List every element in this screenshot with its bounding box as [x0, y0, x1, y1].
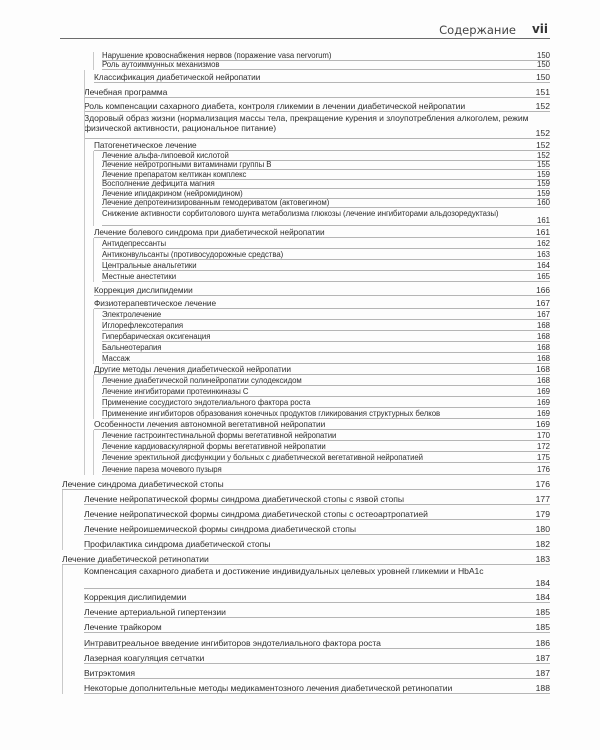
toc-entry-title: Массаж: [102, 354, 130, 363]
toc-entry[interactable]: [0, 309, 600, 320]
toc-entry-title: Антиконвульсанты (противосудорожные средства): [102, 250, 284, 259]
toc-entry-title: Роль аутоиммунных механизмов: [102, 60, 220, 69]
toc-page-number: 180: [535, 524, 550, 534]
toc-entry-title: Лечение диабетической полинейропатии сулодексидом: [102, 376, 302, 385]
toc-entry[interactable]: [0, 490, 600, 505]
toc-page-number: 151: [535, 87, 550, 97]
toc-entry[interactable]: [0, 475, 600, 490]
toc-entry-title: Нарушение кровоснабжения нервов (поражение vasa nervorum): [102, 51, 332, 60]
toc-page-number: 161: [536, 216, 550, 225]
toc-entry[interactable]: [0, 70, 600, 83]
toc-entry-title: Здоровый образ жизни (нормализация массы тела, прекращение курения и злоупотребления алкоголем, режим физической активности, рациональное питание): [84, 113, 529, 133]
toc-page-number: 152: [536, 140, 550, 150]
toc-entry[interactable]: [0, 375, 600, 386]
toc-guide-line: [93, 309, 94, 364]
toc-entry[interactable]: [0, 452, 600, 463]
toc-page-number: 185: [535, 607, 550, 617]
toc-entry[interactable]: [0, 83, 600, 98]
toc-entry-title: Коррекция дислипидемии: [84, 592, 187, 602]
toc-entry[interactable]: [0, 618, 600, 633]
toc-guide-line: [93, 375, 94, 419]
toc-entry[interactable]: [0, 296, 600, 309]
toc-guide-line: [93, 151, 94, 226]
toc-page-number: 152: [535, 101, 550, 111]
toc-page-number: 184: [535, 592, 550, 602]
toc-page-number: 169: [536, 398, 550, 407]
toc-entry[interactable]: [0, 282, 600, 296]
toc-page-number: 161: [536, 227, 550, 237]
toc-entry[interactable]: [0, 112, 600, 139]
toc-page-number: 175: [536, 453, 550, 462]
toc-entry[interactable]: [0, 260, 600, 271]
toc-page-number: 183: [535, 554, 550, 564]
toc-page-number: 187: [535, 668, 550, 678]
toc-entry[interactable]: [0, 61, 600, 70]
toc-page-number: 165: [536, 272, 550, 281]
toc-page-number: 168: [536, 343, 550, 352]
toc-page-number: 170: [536, 431, 550, 440]
toc-page-number: 163: [536, 250, 550, 259]
toc-entry-title: Интравитреальное введение ингибиторов эндотелиального фактора роста: [84, 638, 381, 648]
toc-entry-title: Бальнеотерапия: [102, 343, 162, 352]
toc-entry-title: Восполнение дефицита магния: [102, 179, 215, 188]
toc-entry[interactable]: [0, 199, 600, 209]
toc-entry-title: Местные анестетики: [102, 272, 177, 281]
toc-entry[interactable]: [0, 535, 600, 550]
toc-guide-line: [93, 238, 94, 282]
toc-entry[interactable]: [0, 589, 600, 603]
toc-guide-line: [84, 70, 85, 475]
toc-entry[interactable]: [0, 320, 600, 331]
toc-page-number: 150: [536, 60, 550, 69]
toc-entry-title: Лечение препаратом келтикан комплекс: [102, 169, 247, 179]
toc-entry[interactable]: [0, 603, 600, 618]
toc-page-number: 159: [536, 188, 550, 198]
toc-entry-title: Лечение нейротропными витаминами группы B: [102, 160, 272, 169]
toc-page-number: 150: [536, 72, 550, 82]
toc-entry[interactable]: [0, 208, 600, 226]
toc-entry[interactable]: [0, 331, 600, 342]
toc-entry-title: Некоторые дополнительные методы медикаментозного лечения диабетической ретинопатии: [84, 683, 453, 693]
toc-entry-title: Витрэктомия: [84, 668, 135, 678]
toc-entry[interactable]: [0, 353, 600, 364]
toc-page-number: 186: [535, 638, 550, 648]
toc-entry-title: Коррекция дислипидемии: [94, 285, 193, 295]
toc-entry-title: Центральные анальгетики: [102, 261, 197, 270]
toc-entry-title: Лечебная программа: [84, 87, 168, 97]
toc-page-number: 167: [536, 298, 550, 308]
toc-entry-title: Патогенетическое лечение: [94, 140, 197, 150]
toc-entry[interactable]: [0, 430, 600, 441]
toc-page-number: 187: [535, 653, 550, 663]
toc-entry-title: Лечение пареза мочевого пузыря: [102, 465, 222, 474]
toc-entry[interactable]: [0, 180, 600, 190]
running-title: Содержание: [439, 23, 516, 37]
toc-entry[interactable]: [0, 633, 600, 649]
toc-page-number: 169: [536, 387, 550, 396]
toc-page-number: 169: [536, 409, 550, 418]
toc-entry-title: Снижение активности сорбитолового шунта метаболизма глюкозы (лечение ингибиторами альдозоредуктазы): [102, 209, 499, 218]
toc-entry[interactable]: [0, 679, 600, 694]
toc-page-number: 168: [536, 321, 550, 330]
toc-page-number: 162: [536, 239, 550, 248]
toc-entry-title: Лечение диабетической ретинопатии: [62, 554, 209, 564]
toc-entry[interactable]: [0, 520, 600, 535]
toc-entry-title: Физиотерапевтическое лечение: [94, 298, 217, 308]
toc-entry-title: Лечение эректильной дисфункции у больных с диабетической вегетативной нейропатией: [102, 453, 423, 462]
toc-entry-title: Лечение ипидакрином (нейромидином): [102, 188, 243, 198]
toc-page-number: 152: [535, 128, 550, 138]
toc-entry-title: Лечение альфа-липоевой кислотой: [102, 150, 229, 160]
page-header: [60, 22, 550, 39]
toc-page-number: 152: [536, 150, 550, 160]
toc-entry[interactable]: [0, 419, 600, 430]
toc-page-number: 172: [536, 442, 550, 451]
toc-entry[interactable]: [0, 170, 600, 180]
toc-entry-title: Лечение трайкором: [84, 622, 162, 632]
toc-guide-line: [93, 430, 94, 475]
toc-page-number: 168: [536, 332, 550, 341]
toc-entry-title: Компенсация сахарного диабета и достижение индивидуальных целевых уровней гликемии и HbA1c: [84, 566, 484, 576]
toc-entry[interactable]: [0, 98, 600, 112]
page-number: vii: [531, 22, 548, 36]
toc-page-number: 169: [536, 419, 550, 429]
toc-entry[interactable]: [0, 397, 600, 408]
toc-entry[interactable]: [0, 52, 600, 61]
toc-page-number: 184: [535, 578, 550, 588]
toc-page-number: 164: [536, 261, 550, 270]
toc-page-number: 176: [535, 479, 550, 489]
toc-entry[interactable]: [0, 386, 600, 397]
toc-entry-title: Лечение нейропатической формы синдрома диабетической стопы с остеоартропатией: [84, 509, 428, 519]
toc-entry[interactable]: [0, 441, 600, 452]
toc-entry-title: Классификация диабетической нейропатии: [94, 72, 261, 82]
table-of-contents: [0, 52, 600, 694]
toc-entry-title: Лазерная коагуляция сетчатки: [84, 653, 205, 663]
toc-entry[interactable]: [0, 463, 600, 475]
toc-entry-title: Лечение нейропатической формы синдрома диабетической стопы с язвой стопы: [84, 494, 404, 504]
toc-entry-title: Иглорефлексотерапия: [102, 321, 184, 330]
toc-page-number: 182: [535, 539, 550, 549]
toc-page-number: 168: [536, 364, 550, 374]
toc-page-number: 185: [535, 622, 550, 632]
toc-page-number: 160: [536, 198, 550, 207]
toc-entry-title: Профилактика синдрома диабетической стопы: [84, 539, 271, 549]
toc-page-number: 179: [535, 509, 550, 519]
toc-entry[interactable]: [0, 139, 600, 151]
toc-entry-title: Лечение синдрома диабетической стопы: [62, 479, 224, 489]
toc-page-number: 176: [536, 465, 550, 474]
toc-guide-line: [93, 52, 94, 70]
toc-page-number: 155: [536, 160, 550, 169]
toc-entry[interactable]: [0, 364, 600, 375]
toc-entry-title: Лечение ингибиторами протеинкиназы C: [102, 387, 249, 396]
toc-entry-title: Лечение болевого синдрома при диабетической нейропатии: [94, 227, 325, 237]
toc-entry[interactable]: [0, 151, 600, 161]
toc-entry[interactable]: [0, 226, 600, 238]
toc-entry-title: Особенности лечения автономной вегетативной нейропатии: [94, 419, 326, 429]
toc-entry[interactable]: [0, 238, 600, 249]
toc-guide-line: [62, 565, 63, 694]
toc-entry-title: Роль компенсации сахарного диабета, контроля гликемии в лечении диабетической нейропатии: [84, 101, 466, 111]
toc-entry-title: Лечение кардиоваскулярной формы вегетативной нейропатии: [102, 442, 326, 451]
toc-entry-title: Антидепрессанты: [102, 239, 167, 248]
toc-page-number: 188: [535, 683, 550, 693]
toc-page-number: 167: [536, 310, 550, 319]
toc-entry-title: Лечение депротеинизированным гемодериватом (актовегином): [102, 198, 330, 207]
toc-entry[interactable]: [0, 408, 600, 419]
toc-entry-title: Применение ингибиторов образования конечных продуктов гликирования структурных белков: [102, 409, 441, 418]
toc-entry-title: Электролечение: [102, 310, 162, 319]
toc-page-number: 166: [536, 285, 550, 295]
toc-entry[interactable]: [0, 249, 600, 260]
toc-page-number: 159: [536, 179, 550, 188]
toc-entry-title: Гипербарическая оксигенация: [102, 332, 211, 341]
toc-entry[interactable]: [0, 505, 600, 520]
toc-page-number: 168: [536, 376, 550, 385]
toc-entry-title: Лечение гастроинтестинальной формы вегетативной нейропатии: [102, 431, 337, 440]
toc-entry[interactable]: [0, 550, 600, 565]
toc-entry-title: Применение сосудистого эндотелиального фактора роста: [102, 398, 311, 407]
toc-entry[interactable]: [0, 664, 600, 679]
toc-entry[interactable]: [0, 161, 600, 171]
toc-entry[interactable]: [0, 565, 600, 589]
toc-entry[interactable]: [0, 271, 600, 282]
toc-page-number: 159: [536, 169, 550, 179]
toc-leader-line: [84, 693, 550, 694]
toc-page-number: 177: [535, 494, 550, 504]
toc-entry[interactable]: [0, 649, 600, 664]
toc-entry-title: Лечение артериальной гипертензии: [84, 607, 226, 617]
toc-guide-line: [62, 490, 63, 550]
toc-entry[interactable]: [0, 342, 600, 353]
toc-entry-title: Другие методы лечения диабетической нейропатии: [94, 364, 291, 374]
toc-entry-title: Лечение нейроишемической формы синдрома диабетической стопы: [84, 524, 356, 534]
toc-page-number: 168: [536, 354, 550, 363]
toc-page-number: 150: [536, 51, 550, 60]
